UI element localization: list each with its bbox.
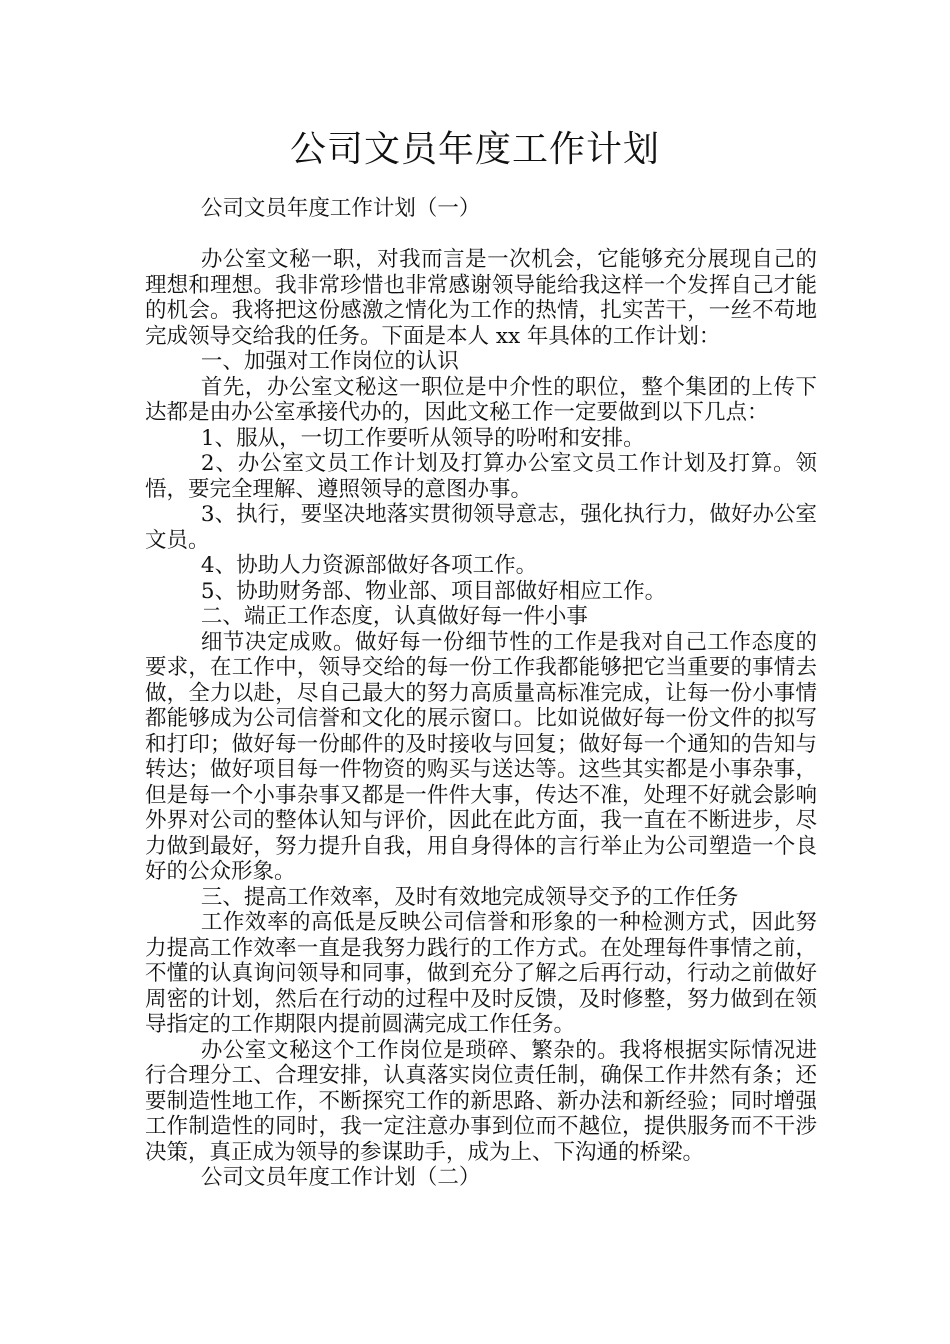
list-item: 1、服从，一切工作要听从领导的吩咐和安排。 [200,425,645,451]
list-item: 2、办公室文员工作计划及打算办公室文员工作计划及打算。领悟，要完全理解、遵照领导的意图办事。 [145,451,817,502]
section-heading: 三、提高工作效率，及时有效地完成领导交予的工作任务 [200,884,739,910]
body-paragraph: 办公室文秘这个工作岗位是琐碎、繁杂的。我将根据实际情况进行合理分工、合理安排，认真落实岗位责任制，确保工作井然有条；还要制造性地工作，不断探究工作的新思路、新办法和新经验；同时增强工作制造性的同时，我一定注意办事到位而不越位，提供服务而不干涉决策，真正成为领导的参谋助手，成为上、下沟通的桥梁。 [145,1037,817,1165]
body-paragraph: 细节决定成败。做好每一份细节性的工作是我对自己工作态度的要求，在工作中，领导交给的每一份工作我都能够把它当重要的事情去做，全力以赴，尽自己最大的努力高质量高标准完成，让每一份小事情都能够成为公司信誉和文化的展示窗口。比如说做好每一份文件的拟写和打印；做好每一份邮件的及时接收与回复；做好每一个通知的告知与转达；做好项目每一件物资的购买与送达等。这些其实都是小事杂事，但是每一个小事杂事又都是一件件大事，传达不准，处理不好就会影响外界对公司的整体认知与评价，因此在此方面，我一直在不断进步，尽力做到最好，努力提升自我，用自身得体的言行举止为公司塑造一个良好的公众形象。 [145,629,817,884]
list-item: 5、协助财务部、物业部、项目部做好相应工作。 [200,578,667,604]
document-body [145,196,817,1191]
section-heading: 公司文员年度工作计划（一） [200,196,481,221]
section-heading: 公司文员年度工作计划（二） [200,1165,481,1190]
list-item: 3、执行，要坚决地落实贯彻领导意志，强化执行力，做好办公室文员。 [145,502,817,553]
section-heading: 一、加强对工作岗位的认识 [200,349,459,374]
body-paragraph: 首先，办公室文秘这一职位是中介性的职位，整个集团的上传下达都是由办公室承接代办的，因此文秘工作一定要做到以下几点： [145,374,817,425]
body-paragraph: 工作效率的高低是反映公司信誉和形象的一种检测方式，因此努力提高工作效率一直是我努力践行的工作方式。在处理每件事情之前，不懂的认真询问领导和同事，做到充分了解之后再行动，行动之前做好周密的计划，然后在行动的过程中及时反馈，及时修整，努力做到在领导指定的工作期限内提前圆满完成工作任务。 [145,910,817,1037]
section-heading: 二、端正工作态度，认真做好每一件小事 [200,604,588,629]
list-item: 4、协助人力资源部做好各项工作。 [200,553,538,578]
document-title: 公司文员年度工作计划 [289,129,660,170]
body-paragraph: 办公室文秘一职，对我而言是一次机会，它能够充分展现自己的理想和理想。我非常珍惜也非常感谢领导能给我这样一个发挥自己才能的机会。我将把这份感激之情化为工作的热情，扎实苦干，一丝不苟地完成领导交给我的任务。下面是本人 xx 年具体的工作计划： [145,247,817,349]
